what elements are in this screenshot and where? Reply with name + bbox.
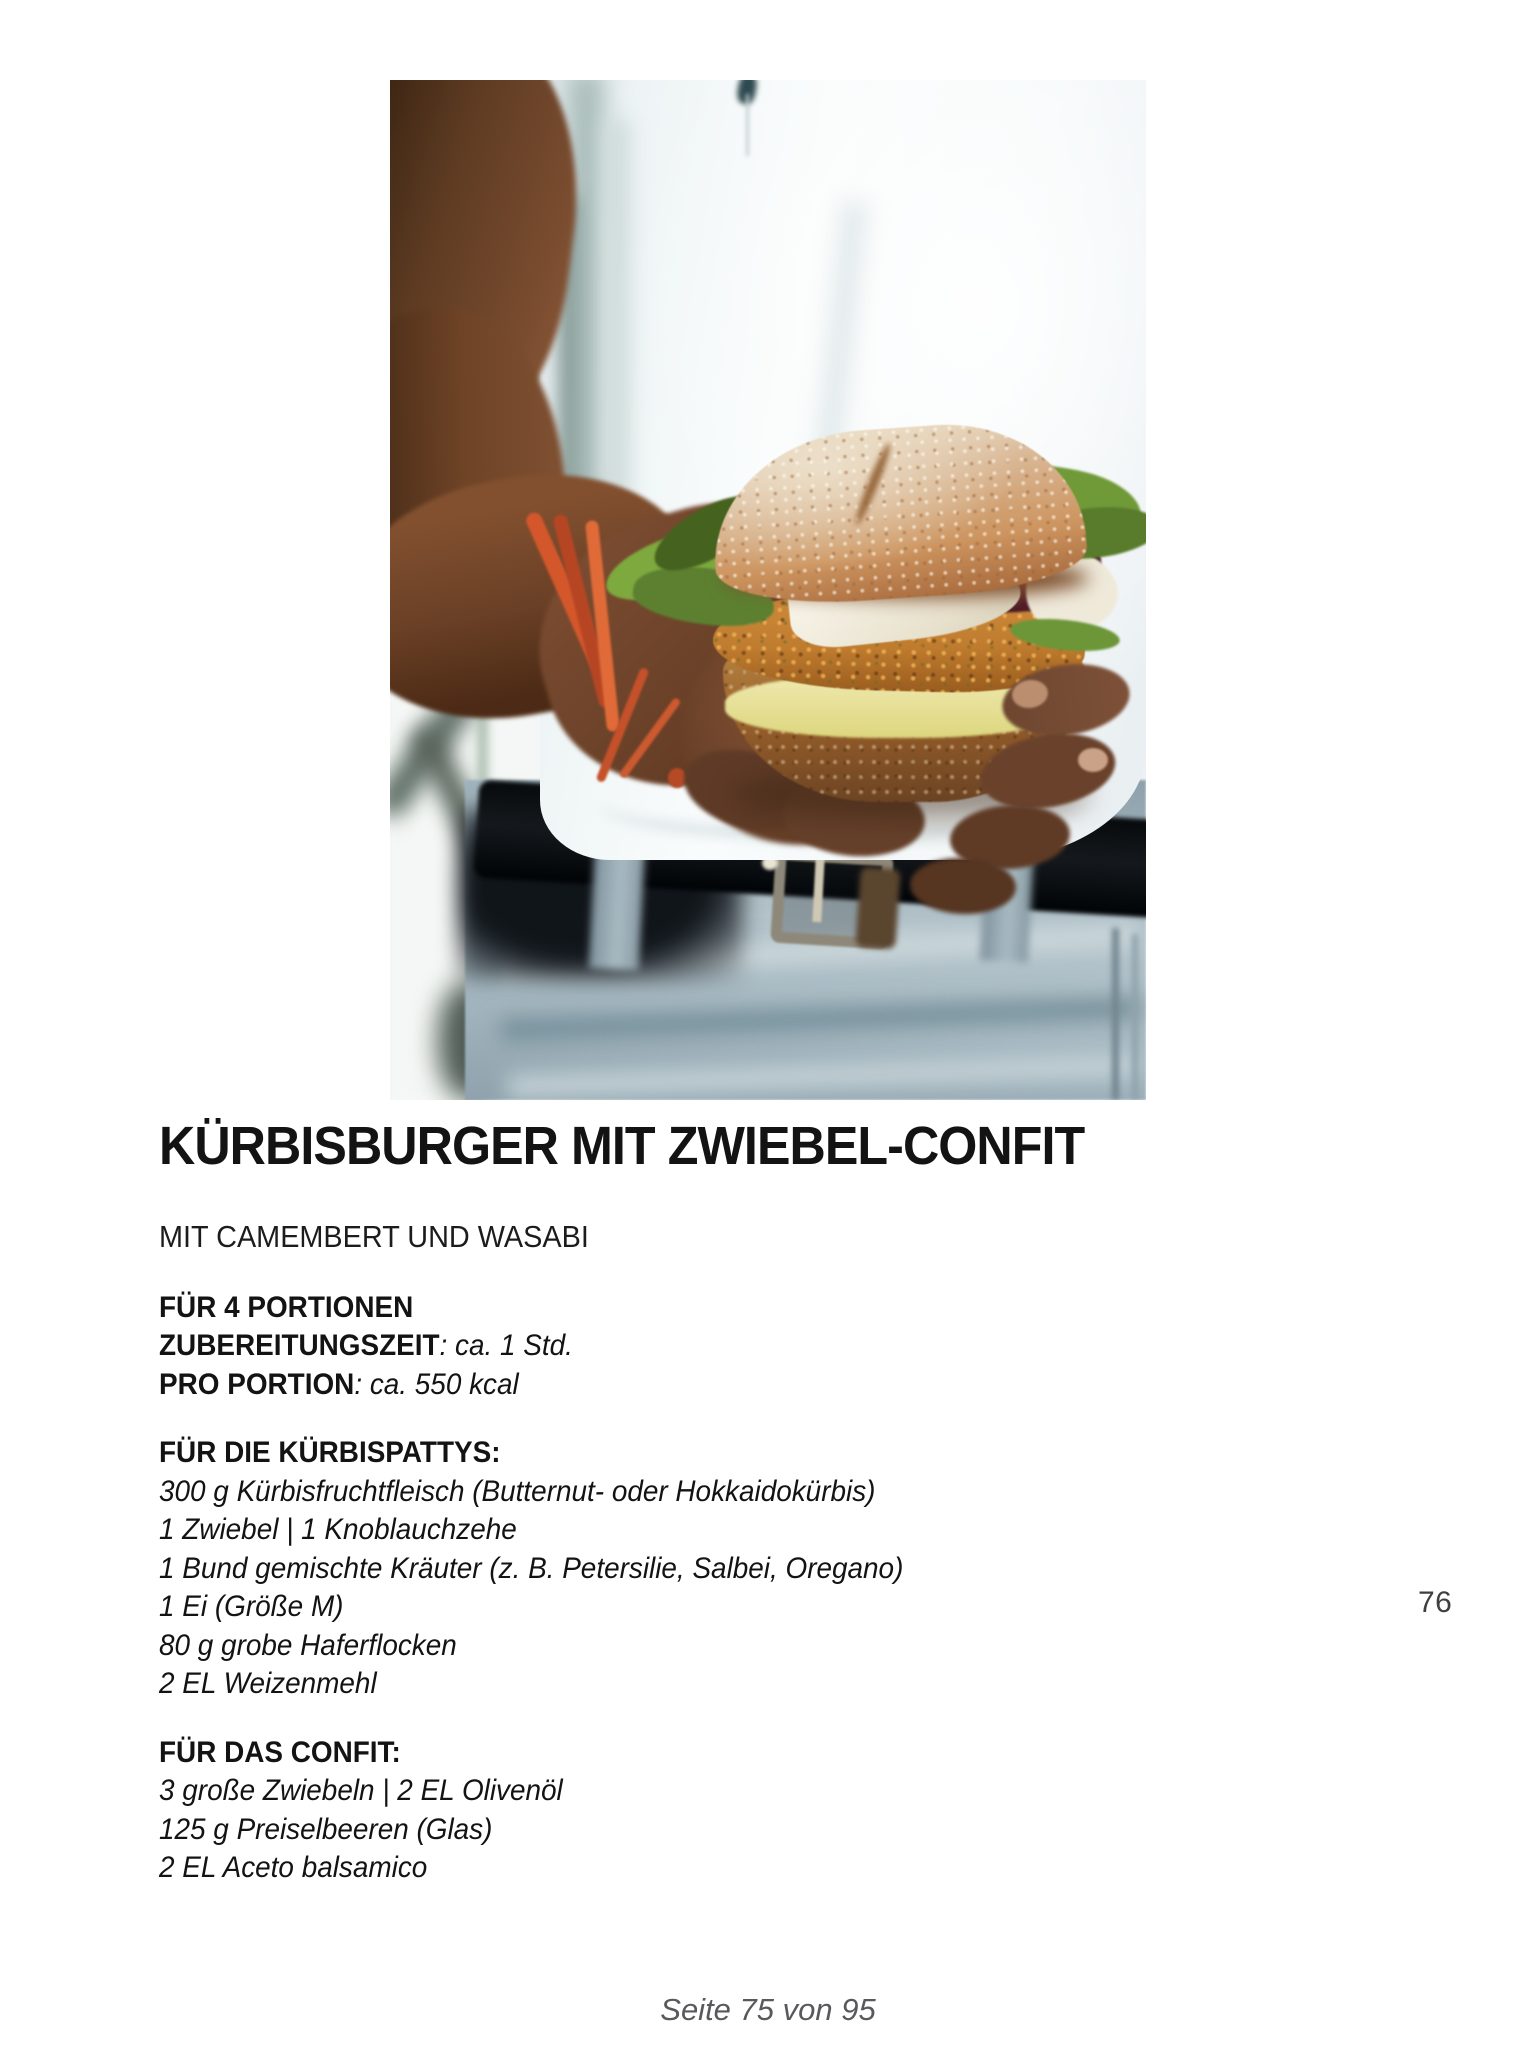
shirt-seam [746,94,749,156]
ingredient-item: 300 g Kürbisfruchtfleisch (Butternut- oder Hokkaidokürbis) [159,1474,876,1508]
ingredient-item: 125 g Preiselbeeren (Glas) [159,1812,493,1846]
prep-time-label: ZUBEREITUNGSZEIT [159,1329,440,1362]
margin-page-number: 76 [1418,1586,1453,1619]
recipe-title: KÜRBISBURGER MIT ZWIEBEL-CONFIT [159,1116,1085,1176]
ingredient-item: 1 Ei (Größe M) [159,1590,344,1623]
ingredients-section-pattys [159,1434,1163,1704]
servings-label: FÜR 4 PORTIONEN [159,1290,414,1324]
prep-time-value: : ca. 1 Std. [439,1329,573,1362]
section-heading: FÜR DIE KÜRBISPATTYS: [159,1436,501,1469]
recipe-subtitle: MIT CAMEMBERT UND WASABI [159,1219,589,1254]
jeans-fly-seam [1132,934,1138,1100]
calories-line [159,1366,1163,1405]
recipe-text-block [159,1116,1163,1888]
ingredient-item: 2 EL Aceto balsamico [159,1851,428,1884]
ingredient-item: 80 g grobe Haferflocken [159,1628,457,1662]
ingredient-item: 2 EL Weizenmehl [159,1667,377,1700]
recipe-photo [390,80,1146,1100]
calories-value: : ca. 550 kcal [354,1367,519,1401]
belt-keeper [855,867,900,950]
recipe-meta [159,1289,1163,1405]
ingredient-item: 3 große Zwiebeln | 2 EL Olivenöl [159,1774,563,1807]
prep-time-line [159,1327,1163,1366]
page-footer: Seite 75 von 95 [660,1992,876,2027]
section-heading: FÜR DAS CONFIT: [159,1735,401,1769]
calories-label: PRO PORTION [159,1367,355,1401]
fingernail [1078,748,1108,772]
ingredients-section-confit [159,1734,1163,1888]
servings-line [159,1289,1163,1328]
jeans-fly-seam [1112,928,1119,1100]
ingredient-item: 1 Zwiebel | 1 Knoblauchzehe [159,1513,517,1546]
ingredient-item: 1 Bund gemischte Kräuter (z. B. Petersilie, Salbei, Oregano) [159,1551,904,1585]
